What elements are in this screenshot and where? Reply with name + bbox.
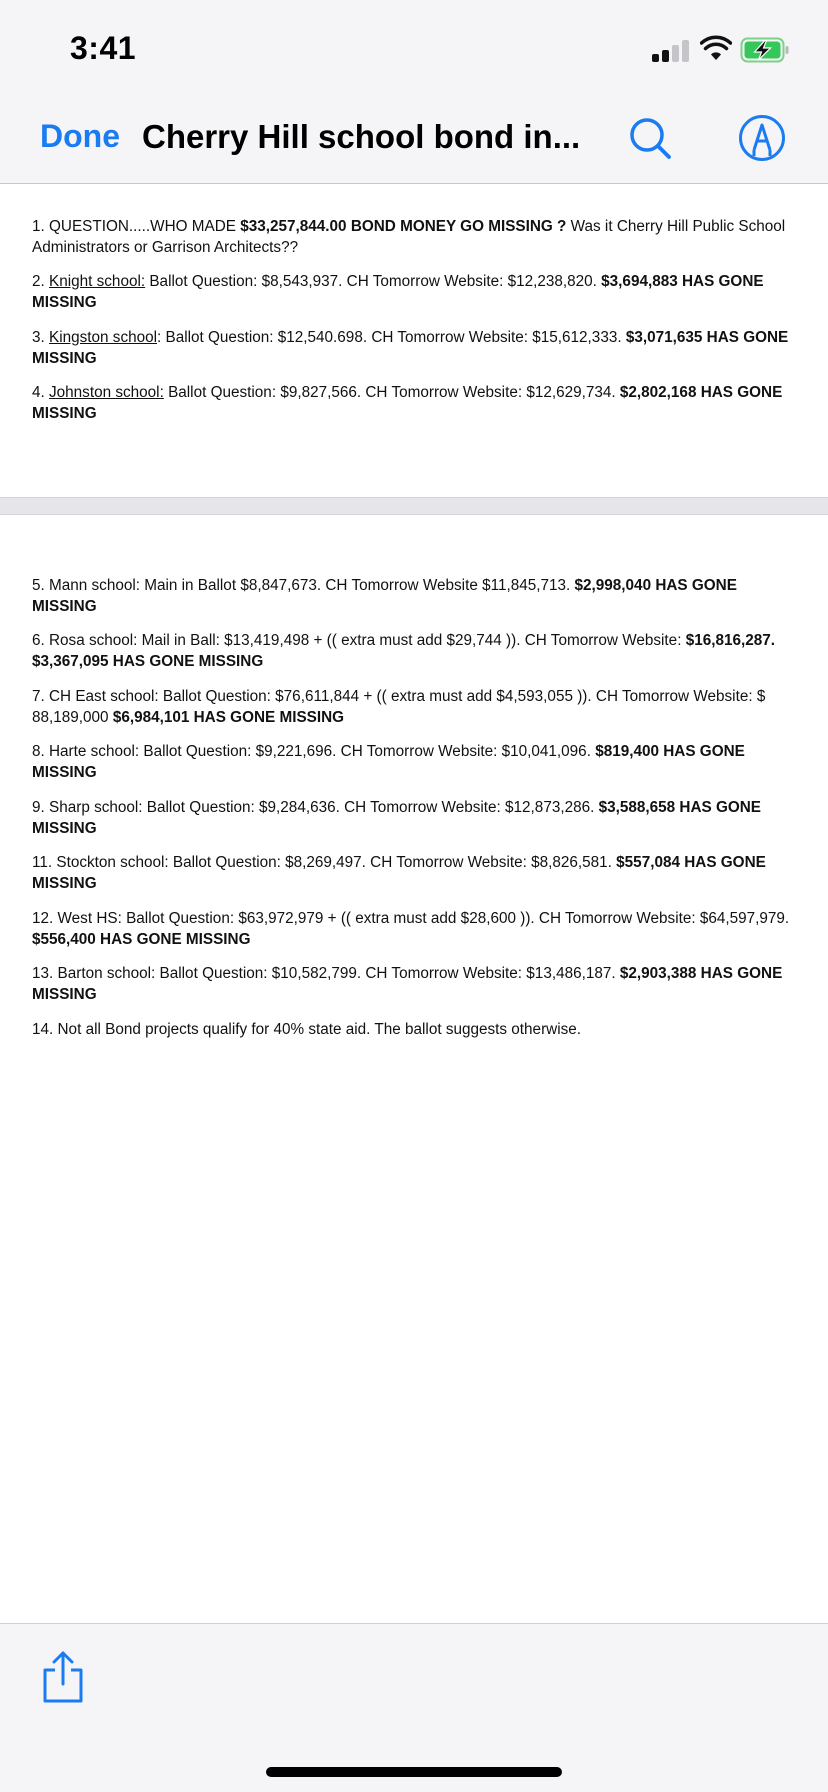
pdf-page-1[interactable] (0, 184, 828, 497)
paragraph-stockton-school: 11. Stockton school: Ballot Question: $8,269,497. CH Tomorrow Website: $8,826,581. $557,084 HAS GONE MISSING (32, 854, 766, 892)
paragraph-ch-east-school: 7. CH East school: Ballot Question: $76,611,844 + (( extra must add $4,593,055 )). CH Tomorrow Website: $ 88,189,000 $6,984,101 HAS GONE MISSING (32, 688, 766, 726)
cellular-signal-icon (652, 38, 692, 62)
paragraph-kingston-school: 3. Kingston school: Ballot Question: $12,540.698. CH Tomorrow Website: $15,612,333. $3,071,635 HAS GONE MISSING (32, 329, 789, 367)
paragraph-barton-school: 13. Barton school: Ballot Question: $10,582,799. CH Tomorrow Website: $13,486,187. $2,903,388 HAS GONE MISSING (32, 965, 783, 1003)
status-bar (0, 0, 828, 100)
home-indicator (266, 1767, 562, 1777)
paragraph-knight-school: 2. Knight school: Ballot Question: $8,543,937. CH Tomorrow Website: $12,238,820. $3,694,883 HAS GONE MISSING (32, 273, 764, 311)
paragraph-state-aid-note: 14. Not all Bond projects qualify for 40% state aid. The ballot suggests otherwise. (32, 1021, 582, 1038)
paragraph-sharp-school: 9. Sharp school: Ballot Question: $9,284,636. CH Tomorrow Website: $12,873,286. $3,588,658 HAS GONE MISSING (32, 799, 762, 837)
paragraph-question-1: 1. QUESTION.....WHO MADE $33,257,844.00 BOND MONEY GO MISSING ? Was it Cherry Hill Public School Administrators or Garrison Architects?? (32, 218, 786, 256)
paragraph-rosa-school: 6. Rosa school: Mail in Ball: $13,419,498 + (( extra must add $29,744 )). CH Tomorrow Website: $16,816,287. $3,367,095 HAS GONE MISSING (32, 632, 776, 670)
done-button[interactable]: Done (40, 118, 120, 154)
paragraph-johnston-school: 4. Johnston school: Ballot Question: $9,827,566. CH Tomorrow Website: $12,629,734. $2,802,168 HAS GONE MISSING (32, 384, 783, 422)
paragraph-west-hs: 12. West HS: Ballot Question: $63,972,979 + (( extra must add $28,600 )). CH Tomorrow Website: $64,597,979. $556,400 HAS GONE MISSING (32, 910, 790, 948)
search-icon[interactable] (626, 114, 674, 162)
pdf-page-2[interactable] (0, 515, 828, 1623)
document-title: Cherry Hill school bond in... (142, 118, 581, 155)
navigation-bar (0, 100, 828, 184)
wifi-icon (700, 35, 732, 63)
page-separator (0, 497, 828, 515)
battery-charging-icon (740, 37, 790, 63)
share-icon[interactable] (40, 1650, 86, 1704)
markup-icon[interactable] (738, 114, 786, 162)
status-time: 3:41 (70, 30, 137, 66)
bottom-toolbar (0, 1623, 828, 1792)
paragraph-harte-school: 8. Harte school: Ballot Question: $9,221,696. CH Tomorrow Website: $10,041,096. $819,400 HAS GONE MISSING (32, 743, 745, 781)
paragraph-mann-school: 5. Mann school: Main in Ballot $8,847,673. CH Tomorrow Website $11,845,713. $2,998,040 HAS GONE MISSING (32, 577, 737, 615)
